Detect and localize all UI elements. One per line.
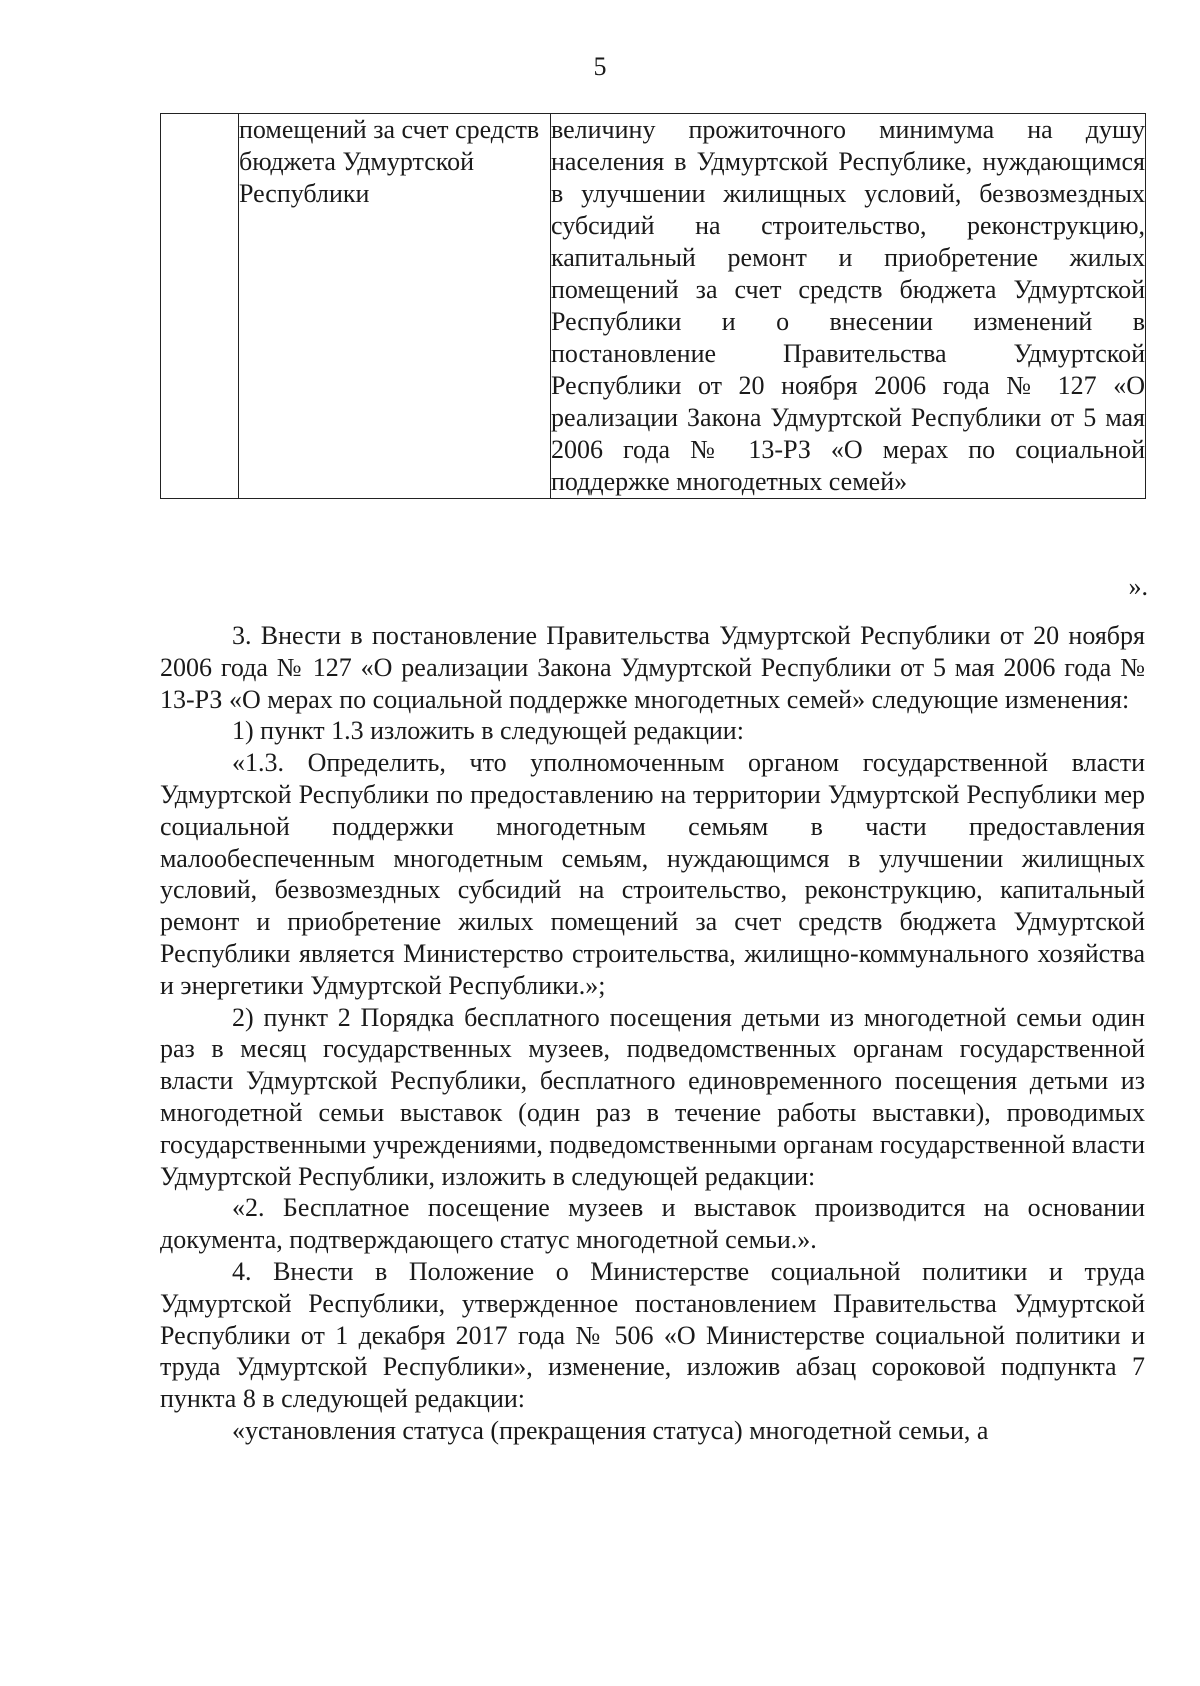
table-cell-description: величину прожиточного минимума на душу населения в Удмуртской Республике, нуждающимся в улучшении жилищных условий, безвозмездных субсидий на строительство, реконструкцию, капитальный ремонт и приобретение жилых помещений за счет средств бюджета Удмуртской Республики и о внесении изменений в постановление Правительства Удмуртской Республики от 20 ноября 2006 года № 127 «О реализации Закона Удмуртской Республики от 5 мая 2006 года № 13-РЗ «О мерах по социальной поддержке многодетных семей»	[551, 114, 1146, 499]
paragraph-3: 3. Внести в постановление Правительства Удмуртской Республики от 20 ноября 2006 года № 127 «О реализации Закона Удмуртской Республики от 5 мая 2006 года № 13-РЗ «О мерах по социальной поддержке многодетных семей» следующие изменения:	[160, 621, 1145, 714]
table-row	[161, 114, 1146, 499]
paragraph-3-1: 1) пункт 1.3 изложить в следующей редакции:	[232, 716, 744, 746]
paragraph-4: 4. Внести в Положение о Министерстве социальной политики и труда Удмуртской Республики, утвержденное постановлением Правительства Удмуртской Республики от 1 декабря 2017 года № 506 «О Министерстве социальной политики и труда Удмуртской Республики», изменение, изложив абзац сороковой подпункта 7 пункта 8 в следующей редакции:	[160, 1256, 1145, 1414]
closing-quote: ».	[1128, 572, 1148, 601]
paragraph-3-2: 2) пункт 2 Порядка бесплатного посещения детьми из многодетной семьи один раз в месяц государственных музеев, подведомственных органам государственной власти Удмуртской Республики, бесплатного единовременного посещения детьми из многодетной семьи выставок (один раз в течение работы выставки), проводимых государственными учреждениями, подведомственными органам государственной власти Удмуртской Республики, изложить в следующей редакции:	[160, 1002, 1145, 1191]
amendment-table	[160, 113, 1146, 499]
paragraph-3-1-text: «1.3. Определить, что уполномоченным органом государственной власти Удмуртской Республики по предоставлению на территории Удмуртской Республики мер социальной поддержки многодетным семьям в части предоставления малообеспеченным многодетным семьям, нуждающимся в улучшении жилищных условий, безвозмездных субсидий на строительство, реконструкцию, капитальный ремонт и приобретение жилых помещений за счет средств бюджета Удмуртской Республики является Министерство строительства, жилищно-коммунального хозяйства и энергетики Удмуртской Республики.»;	[160, 748, 1145, 1000]
table-cell-name: помещений за счет средств бюджета Удмуртской Республики	[239, 114, 551, 499]
page-number: 5	[593, 52, 607, 81]
document-body	[160, 620, 1145, 1447]
paragraph-3-2-text: «2. Бесплатное посещение музеев и выставок производится на основании документа, подтверждающего статус многодетной семьи.».	[160, 1193, 1145, 1255]
table-cell-number	[161, 114, 239, 499]
paragraph-4-text: «установления статуса (прекращения статуса) многодетной семьи, а	[232, 1415, 989, 1445]
